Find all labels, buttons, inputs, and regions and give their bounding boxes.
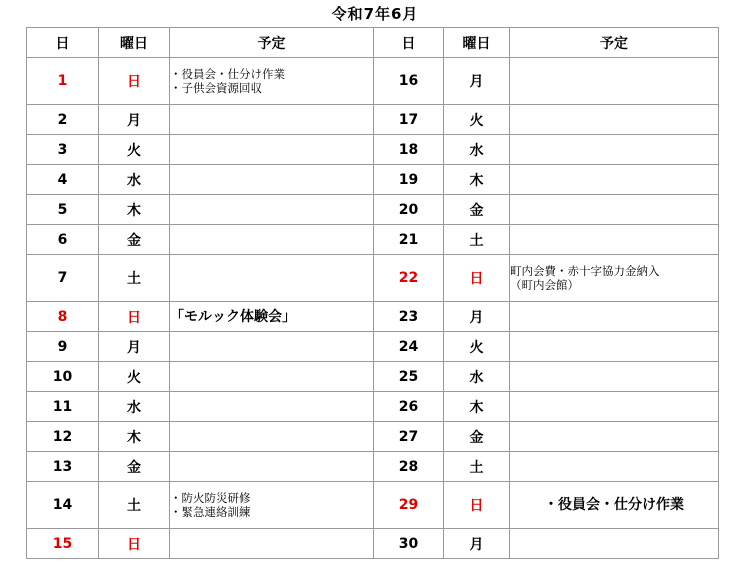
weekday: 火 <box>99 135 170 165</box>
plan-cell <box>170 58 374 105</box>
weekday: 日 <box>99 58 170 105</box>
plan-cell <box>510 255 719 302</box>
weekday: 水 <box>99 165 170 195</box>
day-number: 9 <box>27 332 99 362</box>
plan-cell <box>510 482 719 529</box>
day-number: 2 <box>27 105 99 135</box>
weekday: 金 <box>444 422 510 452</box>
plan-cell <box>170 135 374 165</box>
weekday: 月 <box>444 529 510 559</box>
weekday: 金 <box>444 195 510 225</box>
plan-line: 町内会費・赤十字協力金納入 <box>510 264 660 278</box>
plan-line: ・子供会資源回収 <box>170 81 262 95</box>
day-number: 24 <box>374 332 444 362</box>
plan-cell <box>170 105 374 135</box>
table-row <box>27 332 719 362</box>
plan-cell <box>170 362 374 392</box>
table-row <box>27 165 719 195</box>
weekday: 金 <box>99 225 170 255</box>
table-row <box>27 255 719 302</box>
day-number: 4 <box>27 165 99 195</box>
weekday: 火 <box>444 105 510 135</box>
plan-cell <box>510 225 719 255</box>
day-number: 1 <box>27 58 99 105</box>
plan-cell <box>510 529 719 559</box>
day-number: 28 <box>374 452 444 482</box>
day-number: 5 <box>27 195 99 225</box>
plan-line: 「モルック体験会」 <box>170 308 296 325</box>
table-row <box>27 105 719 135</box>
plan-line: ・役員会・仕分け作業 <box>170 67 285 81</box>
header-plan: 予定 <box>510 28 719 58</box>
day-number: 3 <box>27 135 99 165</box>
day-number: 12 <box>27 422 99 452</box>
plan-cell <box>510 58 719 105</box>
day-number: 19 <box>374 165 444 195</box>
day-number: 23 <box>374 302 444 332</box>
weekday: 木 <box>99 422 170 452</box>
day-number: 26 <box>374 392 444 422</box>
plan-cell <box>170 165 374 195</box>
day-number: 21 <box>374 225 444 255</box>
table-row <box>27 135 719 165</box>
plan-cell <box>510 302 719 332</box>
header-weekday: 曜日 <box>99 28 170 58</box>
day-number: 7 <box>27 255 99 302</box>
weekday: 月 <box>99 332 170 362</box>
header-day: 日 <box>27 28 99 58</box>
day-number: 27 <box>374 422 444 452</box>
table-row <box>27 302 719 332</box>
weekday: 木 <box>444 392 510 422</box>
plan-cell <box>170 225 374 255</box>
day-number: 25 <box>374 362 444 392</box>
day-number: 11 <box>27 392 99 422</box>
table-row <box>27 392 719 422</box>
plan-cell <box>170 482 374 529</box>
weekday: 水 <box>444 135 510 165</box>
plan-line: ・緊急連絡訓練 <box>170 505 251 519</box>
plan-cell <box>510 422 719 452</box>
day-number: 30 <box>374 529 444 559</box>
weekday: 日 <box>99 529 170 559</box>
weekday: 土 <box>444 225 510 255</box>
day-number: 17 <box>374 105 444 135</box>
plan-cell <box>510 332 719 362</box>
plan-line: （町内会館） <box>510 278 579 292</box>
schedule-table <box>26 27 719 559</box>
day-number: 14 <box>27 482 99 529</box>
plan-cell <box>170 302 374 332</box>
weekday: 火 <box>99 362 170 392</box>
header-plan: 予定 <box>170 28 374 58</box>
plan-cell <box>170 422 374 452</box>
plan-cell <box>170 332 374 362</box>
day-number: 22 <box>374 255 444 302</box>
weekday: 金 <box>99 452 170 482</box>
weekday: 月 <box>444 58 510 105</box>
table-row <box>27 422 719 452</box>
plan-cell <box>170 529 374 559</box>
day-number: 10 <box>27 362 99 392</box>
weekday: 月 <box>99 105 170 135</box>
table-row <box>27 195 719 225</box>
plan-cell <box>510 452 719 482</box>
plan-cell <box>170 392 374 422</box>
table-row <box>27 529 719 559</box>
weekday: 土 <box>444 452 510 482</box>
day-number: 18 <box>374 135 444 165</box>
weekday: 水 <box>444 362 510 392</box>
table-row <box>27 452 719 482</box>
day-number: 15 <box>27 529 99 559</box>
plan-cell <box>170 255 374 302</box>
weekday: 月 <box>444 302 510 332</box>
weekday: 日 <box>444 482 510 529</box>
plan-line: ・役員会・仕分け作業 <box>544 497 684 513</box>
weekday: 木 <box>99 195 170 225</box>
day-number: 29 <box>374 482 444 529</box>
header-weekday: 曜日 <box>444 28 510 58</box>
plan-line: ・防火防災研修 <box>170 491 251 505</box>
plan-cell <box>510 105 719 135</box>
header-row <box>27 28 719 58</box>
plan-cell <box>510 195 719 225</box>
plan-cell <box>510 135 719 165</box>
weekday: 日 <box>444 255 510 302</box>
weekday: 火 <box>444 332 510 362</box>
weekday: 日 <box>99 302 170 332</box>
day-number: 13 <box>27 452 99 482</box>
page-title: 令和7年6月 <box>331 5 419 23</box>
plan-cell <box>510 165 719 195</box>
plan-cell <box>510 362 719 392</box>
weekday: 土 <box>99 482 170 529</box>
plan-cell <box>510 392 719 422</box>
plan-cell <box>170 452 374 482</box>
day-number: 20 <box>374 195 444 225</box>
plan-cell <box>170 195 374 225</box>
day-number: 16 <box>374 58 444 105</box>
day-number: 6 <box>27 225 99 255</box>
day-number: 8 <box>27 302 99 332</box>
table-row <box>27 225 719 255</box>
header-day: 日 <box>374 28 444 58</box>
weekday: 水 <box>99 392 170 422</box>
weekday: 土 <box>99 255 170 302</box>
weekday: 木 <box>444 165 510 195</box>
table-row <box>27 362 719 392</box>
table-row <box>27 58 719 105</box>
table-row <box>27 482 719 529</box>
